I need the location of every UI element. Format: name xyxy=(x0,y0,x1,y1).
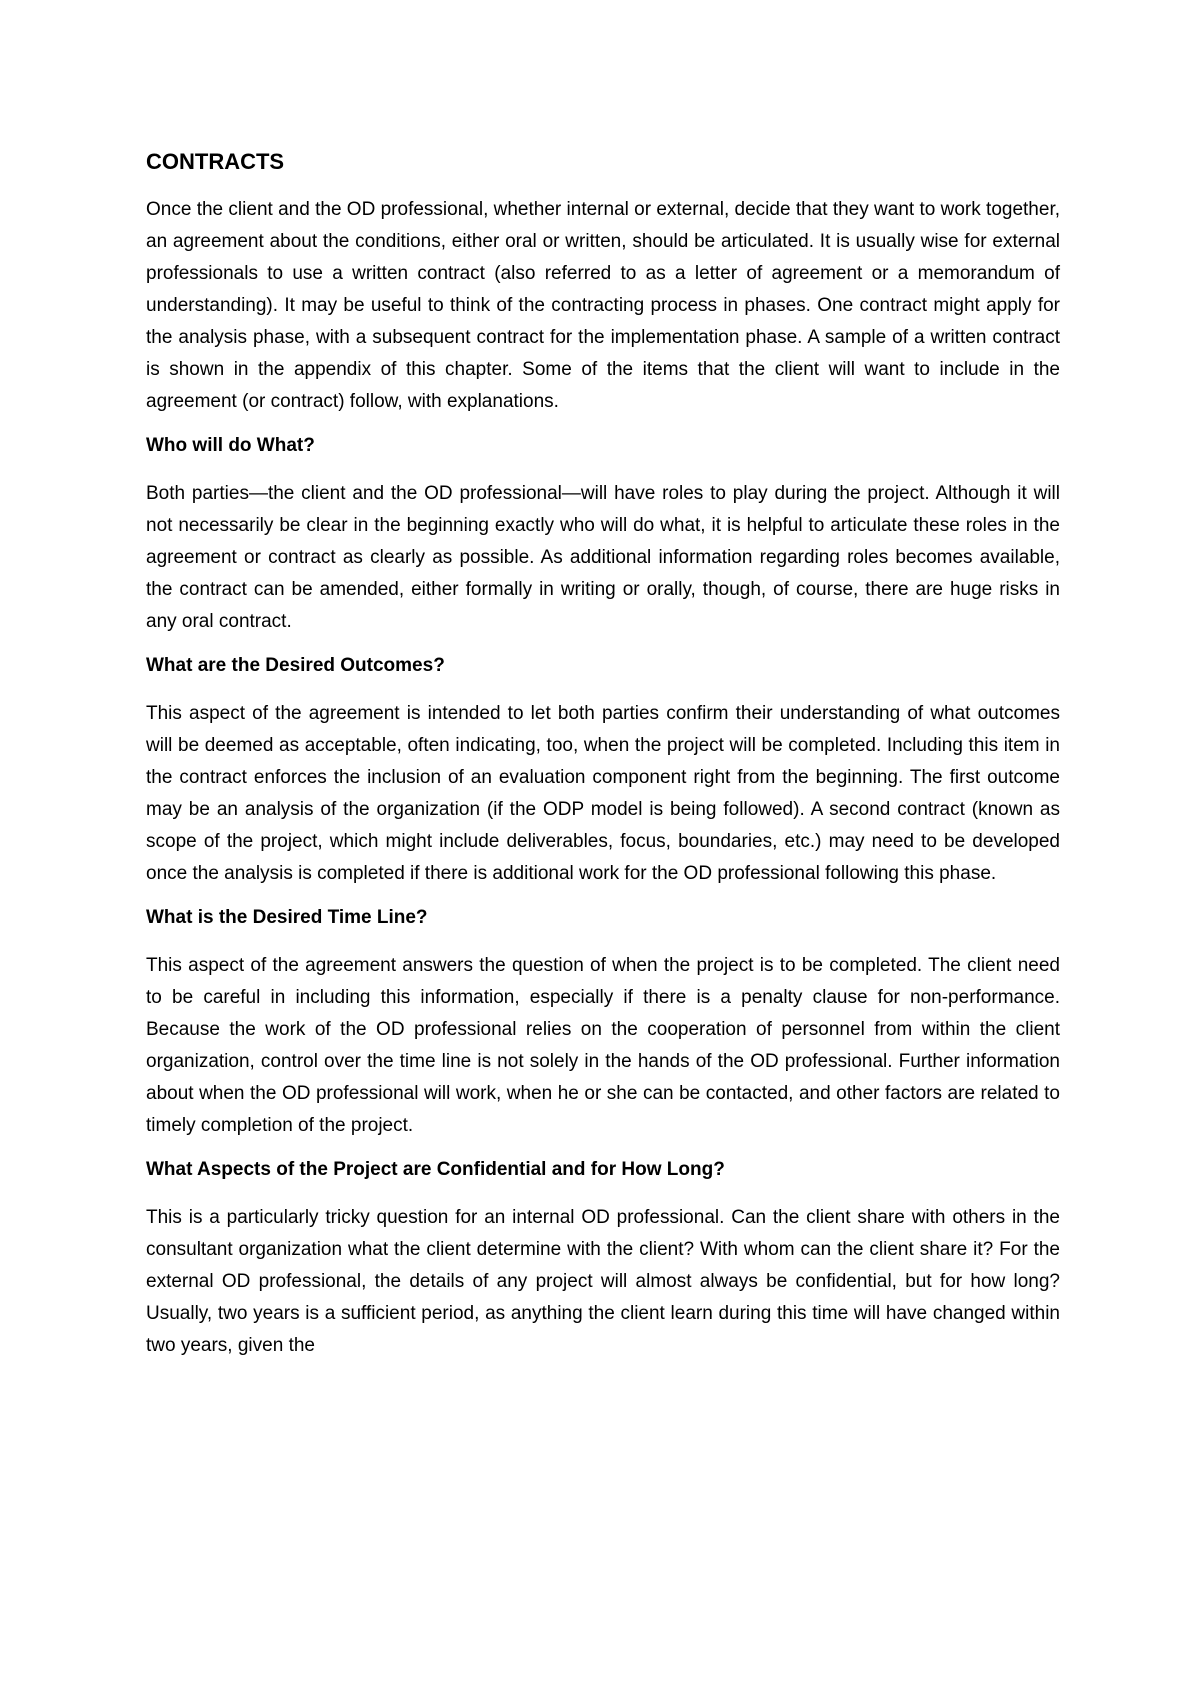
document-title: CONTRACTS xyxy=(146,149,285,174)
section-body-outcomes: This aspect of the agreement is intended to let both parties confirm their understanding of what outcomes will be deemed as acceptable, often indicating, too, when the project will be completed. Including this item in the contract enforces the inclusion of an evaluation component right from the beginning. The first outcome may be an analysis of the organization (if the ODP model is being followed). A second contract (known as scope of the project, which might include deliverables, focus, boundaries, etc.) may need to be developed once the analysis is completed if there is additional work for the OD professional following this phase. xyxy=(146,703,1060,884)
section-body-timeline: This aspect of the agreement answers the question of when the project is to be completed. The client need to be careful in including this information, especially if there is a penalty clause for non-performance. Because the work of the OD professional relies on the cooperation of personnel from within the client organization, control over the time line is not solely in the hands of the OD professional. Further information about when the OD professional will work, when he or she can be contacted, and other factors are related to timely completion of the project. xyxy=(146,955,1060,1136)
section-heading-outcomes: What are the Desired Outcomes? xyxy=(146,655,445,676)
section-heading-confidentiality: What Aspects of the Project are Confidential and for How Long? xyxy=(146,1159,725,1180)
intro-paragraph: Once the client and the OD professional, whether internal or external, decide that they want to work together, an agreement about the conditions, either oral or written, should be articulated. It is usually wise for external professionals to use a written contract (also referred to as a letter of agreement or a memorandum of understanding). It may be useful to think of the contracting process in phases. One contract might apply for the analysis phase, with a subsequent contract for the implementation phase. A sample of a written contract is shown in the appendix of this chapter. Some of the items that the client will want to include in the agreement (or contract) follow, with explanations. xyxy=(146,199,1060,412)
document-page xyxy=(146,146,1060,1374)
section-heading-roles: Who will do What? xyxy=(146,435,315,456)
section-body-roles: Both parties—the client and the OD professional—will have roles to play during the project. Although it will not necessarily be clear in the beginning exactly who will do what, it is helpful to articulate these roles in the agreement or contract as clearly as possible. As additional information regarding roles becomes available, the contract can be amended, either formally in writing or orally, though, of course, there are huge risks in any oral contract. xyxy=(146,483,1060,632)
section-heading-timeline: What is the Desired Time Line? xyxy=(146,907,428,928)
section-body-confidentiality: This is a particularly tricky question for an internal OD professional. Can the client share with others in the consultant organization what the client determine with the client? With whom can the client share it? For the external OD professional, the details of any project will almost always be confidential, but for how long? Usually, two years is a sufficient period, as anything the client learn during this time will have changed within two years, given the xyxy=(146,1207,1060,1356)
